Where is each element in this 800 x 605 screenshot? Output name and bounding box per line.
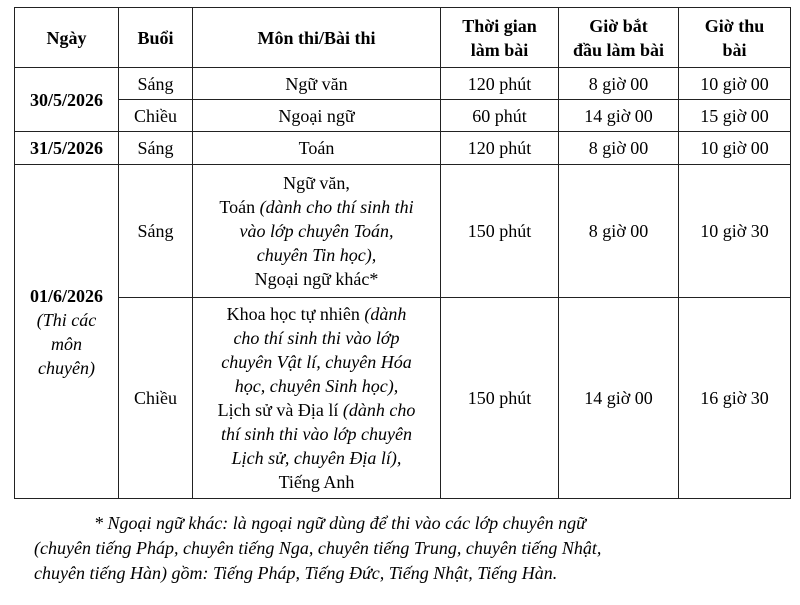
subject-line: Ngoại ngữ khác* bbox=[254, 269, 379, 289]
header-duration bbox=[441, 8, 559, 68]
subject-line bbox=[197, 398, 436, 422]
subject-cell bbox=[193, 298, 441, 499]
header-start-time bbox=[559, 8, 679, 68]
header-duration-line2: làm bài bbox=[470, 39, 529, 60]
start-time-cell: 14 giờ 00 bbox=[559, 298, 679, 499]
subject-note-line: học, chuyên Sinh học), bbox=[234, 376, 399, 396]
duration-cell: 60 phút bbox=[441, 100, 559, 132]
session-cell: Sáng bbox=[119, 68, 193, 100]
subject-note-line: cho thí sinh thi vào lớp bbox=[233, 328, 400, 348]
table-row bbox=[15, 132, 791, 165]
date-cell: 30/5/2026 bbox=[15, 68, 119, 132]
footnote-line: * Ngoại ngữ khác: là ngoại ngữ dùng để thi vào các lớp chuyên ngữ bbox=[94, 513, 586, 533]
header-end-line1: Giờ thu bbox=[704, 15, 765, 36]
date-cell: 31/5/2026 bbox=[15, 132, 119, 165]
start-time-cell: 14 giờ 00 bbox=[559, 100, 679, 132]
subject-line bbox=[197, 302, 436, 326]
end-time-cell: 10 giờ 00 bbox=[679, 132, 791, 165]
duration-cell: 120 phút bbox=[441, 132, 559, 165]
subject-line: Tiếng Anh bbox=[278, 472, 355, 492]
start-time-cell: 8 giờ 00 bbox=[559, 132, 679, 165]
table-row bbox=[15, 165, 791, 298]
subject-line bbox=[197, 195, 436, 219]
session-cell: Sáng bbox=[119, 165, 193, 298]
header-start-line2: đầu làm bài bbox=[572, 39, 665, 60]
header-session: Buổi bbox=[119, 8, 193, 68]
session-cell: Sáng bbox=[119, 132, 193, 165]
header-duration-line1: Thời gian bbox=[462, 15, 537, 36]
header-day: Ngày bbox=[15, 8, 119, 68]
subject-name: Khoa học tự nhiên bbox=[226, 304, 365, 324]
table-row bbox=[15, 68, 791, 100]
footnote-line: chuyên tiếng Hàn) gồm: Tiếng Pháp, Tiếng Đức, Tiếng Nhật, Tiếng Hàn. bbox=[34, 563, 558, 583]
end-time-cell: 15 giờ 00 bbox=[679, 100, 791, 132]
date-value: 01/6/2026 bbox=[29, 285, 103, 306]
header-row bbox=[15, 8, 791, 68]
subject-line: Ngữ văn, bbox=[283, 173, 350, 193]
subject-note: (dành cho thí sinh thi bbox=[259, 197, 414, 217]
table-row bbox=[15, 298, 791, 499]
subject-cell bbox=[193, 165, 441, 298]
table-row bbox=[15, 100, 791, 132]
subject-note: (dành cho bbox=[342, 400, 416, 420]
subject-note-line: Lịch sử, chuyên Địa lí), bbox=[231, 448, 402, 468]
end-time-cell: 10 giờ 30 bbox=[679, 165, 791, 298]
subject-cell: Ngữ văn bbox=[193, 68, 441, 100]
subject-name: Toán bbox=[219, 197, 260, 217]
header-end-line2: bài bbox=[722, 39, 747, 60]
end-time-cell: 10 giờ 00 bbox=[679, 68, 791, 100]
session-cell: Chiều bbox=[119, 100, 193, 132]
date-cell bbox=[15, 165, 119, 499]
header-subject: Môn thi/Bài thi bbox=[193, 8, 441, 68]
subject-cell: Ngoại ngữ bbox=[193, 100, 441, 132]
subject-note-line: vào lớp chuyên Toán, bbox=[239, 221, 394, 241]
start-time-cell: 8 giờ 00 bbox=[559, 68, 679, 100]
exam-schedule-table bbox=[14, 7, 791, 499]
subject-cell: Toán bbox=[193, 132, 441, 165]
duration-cell: 150 phút bbox=[441, 165, 559, 298]
duration-cell: 120 phút bbox=[441, 68, 559, 100]
subject-note-line: thí sinh thi vào lớp chuyên bbox=[220, 424, 413, 444]
end-time-cell: 16 giờ 30 bbox=[679, 298, 791, 499]
start-time-cell: 8 giờ 00 bbox=[559, 165, 679, 298]
session-cell: Chiều bbox=[119, 298, 193, 499]
subject-name: Lịch sử và Địa lí bbox=[217, 400, 343, 420]
date-note-line2: môn bbox=[51, 333, 82, 354]
footnote bbox=[34, 511, 774, 586]
date-note-line3: chuyên) bbox=[38, 357, 95, 378]
date-note-line1: (Thi các bbox=[36, 309, 97, 330]
header-start-line1: Giờ bắt bbox=[589, 15, 648, 36]
subject-note-line: chuyên Tin học), bbox=[256, 245, 377, 265]
subject-note: (dành bbox=[364, 304, 407, 324]
subject-note-line: chuyên Vật lí, chuyên Hóa bbox=[221, 352, 412, 372]
header-end-time bbox=[679, 8, 791, 68]
footnote-line: (chuyên tiếng Pháp, chuyên tiếng Nga, chuyên tiếng Trung, chuyên tiếng Nhật, bbox=[34, 538, 602, 558]
duration-cell: 150 phút bbox=[441, 298, 559, 499]
